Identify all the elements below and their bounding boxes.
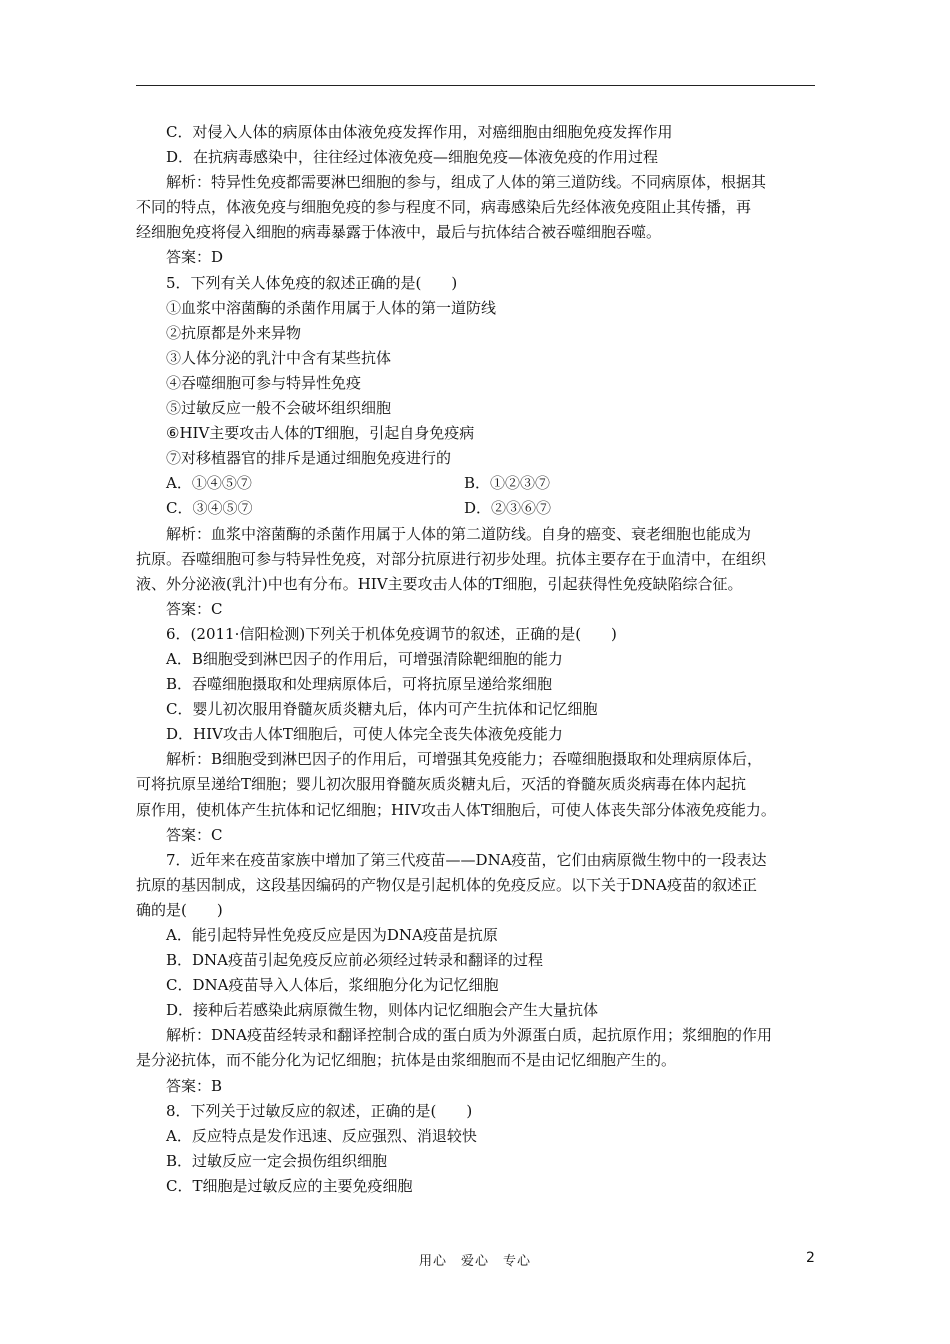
text-line: 7．近年来在疫苗家族中增加了第三代疫苗——DNA疫苗，它们由病原微生物中的一段表达 bbox=[166, 850, 767, 869]
text-line: B．过敏反应一定会损伤组织细胞 bbox=[166, 1151, 388, 1170]
text-block-2 bbox=[136, 522, 826, 1200]
text-line: 解析：DNA疫苗经转录和翻译控制合成的蛋白质为外源蛋白质，起抗原作用；浆细胞的作用 bbox=[166, 1026, 772, 1045]
answer-option: D．②③⑥⑦ bbox=[464, 499, 552, 518]
text-line: ⑦对移植器官的排斥是通过细胞免疫进行的 bbox=[166, 449, 452, 468]
answer-option: C．③④⑤⑦ bbox=[166, 499, 253, 518]
text-line: 答案：D bbox=[166, 248, 224, 267]
page-number: 2 bbox=[806, 1250, 815, 1266]
text-line: 解析：B细胞受到淋巴因子的作用后，可增强其免疫能力；吞噬细胞摄取和处理病原体后， bbox=[166, 750, 763, 769]
text-line: 解析：血浆中溶菌酶的杀菌作用属于人体的第二道防线。自身的癌变、衰老细胞也能成为 bbox=[166, 524, 752, 543]
text-line: ④吞噬细胞可参与特异性免疫 bbox=[166, 373, 362, 392]
answer-option: A．①④⑤⑦ bbox=[166, 474, 252, 493]
text-line: D．HIV攻击人体T细胞后，可使人体完全丧失体液免疫能力 bbox=[166, 725, 563, 744]
text-line: 抗原。吞噬细胞可参与特异性免疫，对部分抗原进行初步处理。抗体主要存在于血清中，在组织 bbox=[136, 549, 767, 568]
text-line: 液、外分泌液(乳汁)中也有分布。HIV主要攻击人体的T细胞，引起获得性免疫缺陷综合征。 bbox=[136, 574, 743, 593]
text-line: 答案：C bbox=[166, 599, 223, 618]
text-line: ⑥HIV主要攻击人体的T细胞，引起自身免疫病 bbox=[166, 424, 475, 443]
text-line: 抗原的基因制成，这段基因编码的产物仅是引起机体的免疫反应。以下关于DNA疫苗的叙述正 bbox=[136, 875, 757, 894]
text-line: B．吞噬细胞摄取和处理病原体后，可将抗原呈递给浆细胞 bbox=[166, 675, 553, 694]
text-line: 经细胞免疫将侵入细胞的病毒暴露于体液中，最后与抗体结合被吞噬细胞吞噬。 bbox=[136, 223, 662, 242]
text-line: A．能引起特异性免疫反应是因为DNA疫苗是抗原 bbox=[166, 926, 498, 944]
text-line: ③人体分泌的乳汁中含有某些抗体 bbox=[166, 348, 392, 367]
q5-options bbox=[136, 471, 826, 521]
answer-option: B．①②③⑦ bbox=[464, 474, 551, 493]
text-line: B．DNA疫苗引起免疫反应前必须经过转录和翻译的过程 bbox=[166, 951, 544, 970]
text-line: 原作用，使机体产生抗体和记忆细胞；HIV攻击人体T细胞后，可使人体丧失部分体液免疫能力。 bbox=[136, 800, 776, 819]
page-footer bbox=[0, 1250, 950, 1270]
header-rule bbox=[136, 85, 815, 86]
text-line: ①血浆中溶菌酶的杀菌作用属于人体的第一道防线 bbox=[166, 298, 497, 317]
text-line: ⑤过敏反应一般不会破坏组织细胞 bbox=[166, 399, 392, 418]
text-line: 解析：特异性免疫都需要淋巴细胞的参与，组成了人体的第三道防线。不同病原体，根据其 bbox=[166, 173, 767, 192]
text-line: A．反应特点是发作迅速、反应强烈、消退较快 bbox=[166, 1126, 477, 1145]
document-body bbox=[136, 120, 826, 1199]
option-row bbox=[136, 471, 826, 496]
text-line: ②抗原都是外来异物 bbox=[166, 323, 302, 342]
text-block-1 bbox=[136, 120, 826, 471]
text-line: 可将抗原呈递给T细胞；婴儿初次服用脊髓灰质炎糖丸后，灭活的脊髓灰质炎病毒在体内起抗 bbox=[136, 775, 747, 794]
text-line: A．B细胞受到淋巴因子的作用后，可增强清除靶细胞的能力 bbox=[166, 649, 563, 668]
option-row bbox=[136, 496, 826, 521]
text-line: 8．下列关于过敏反应的叙述，正确的是( ) bbox=[166, 1101, 473, 1120]
text-line: C．DNA疫苗导入人体后，浆细胞分化为记忆细胞 bbox=[166, 976, 499, 995]
text-line: D．在抗病毒感染中，往往经过体液免疫—细胞免疫—体液免疫的作用过程 bbox=[166, 148, 659, 167]
text-line: 6．(2011·信阳检测)下列关于机体免疫调节的叙述，正确的是( ) bbox=[166, 624, 617, 643]
text-line: 是分泌抗体，而不能分化为记忆细胞；抗体是由浆细胞而不是由记忆细胞产生的。 bbox=[136, 1051, 677, 1070]
footer-slogan: 用心 爱心 专心 bbox=[418, 1254, 531, 1269]
text-line: 不同的特点，体液免疫与细胞免疫的参与程度不同，病毒感染后先经体液免疫阻止其传播，再 bbox=[136, 198, 752, 217]
text-line: 5．下列有关人体免疫的叙述正确的是( ) bbox=[166, 273, 458, 292]
text-line: 答案：C bbox=[166, 825, 223, 844]
text-line: 确的是( ) bbox=[136, 900, 223, 919]
text-line: C．婴儿初次服用脊髓灰质炎糖丸后，体内可产生抗体和记忆细胞 bbox=[166, 700, 598, 719]
text-line: C．对侵入人体的病原体由体液免疫发挥作用，对癌细胞由细胞免疫发挥作用 bbox=[166, 123, 673, 141]
text-line: C．T细胞是过敏反应的主要免疫细胞 bbox=[166, 1176, 413, 1195]
text-line: D．接种后若感染此病原微生物，则体内记忆细胞会产生大量抗体 bbox=[166, 1001, 599, 1020]
text-line: 答案：B bbox=[166, 1076, 223, 1095]
